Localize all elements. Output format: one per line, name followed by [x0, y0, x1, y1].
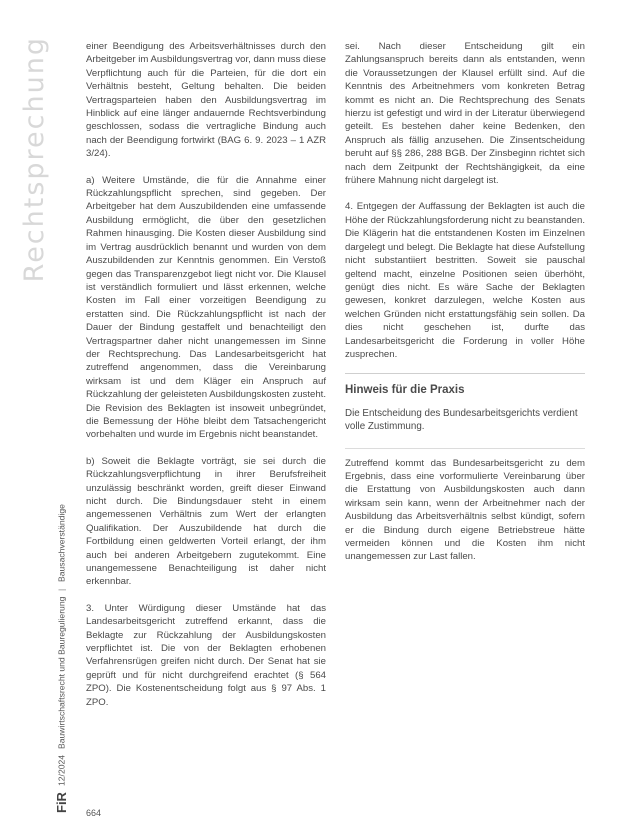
practice-note-text: Zutreffend kommt das Bundesarbeitsgericht zu dem Ergebnis, dass eine vorformulierte Vereinbarung über die Erstattung von Ausbildungskosten auch dann wirksam sein kann, wenn der Arbeitnehmer nach der Ausbildung das Arbeitsverhältnis selbst kündigt, sofern er die Bindung durch eigene Betriebstreue hätte vermeiden können und die Kosten ihm nicht unangemessen zur Last fallen. [345, 448, 585, 564]
journal-issue: 12/2024 [56, 754, 67, 787]
right-paragraph-2: 4. Entgegen der Auffassung der Beklagten ist auch die Höhe der Rückzahlungsforderung nicht zu beanstanden. Die Klägerin hat die entstandenen Kosten im Einzelnen dargelegt und belegt. Die Beklagte hat diese Aufstellung nicht substantiiert bestritten. Soweit sie pauschal geltend macht, einzelne Positionen seien überhöht, genügt dies nicht. Es wäre Sache der Beklagten gewesen, konkret darzulegen, welche Kosten aus welchen Gründen nicht erstattungsfähig sein sollen. Da dies nicht geschehen ist, durfte das Landesarbeitsgericht die Forderung in voller Höhe zusprechen. [345, 201, 586, 360]
left-column [86, 40, 326, 709]
journal-section: Bausachverständige [56, 504, 67, 583]
left-paragraph-1: einer Beendigung des Arbeitsverhältnisses durch den Arbeitgeber im Ausbildungsvertrag vor, dann muss diese Verpflichtung auch für die Parteien, für die dort ein Verhältnis besteht, Geltung behalten. Die beiden Vertragsparteien haben den Ausbildungsvertrag im Hinblick auf eine länger andauernde Rechtsverbindung geschlossen, sodass die vertragliche Bindung auch nach der Beendigung fortwirkt (BAG 6. 9. 2023 – 1 AZR 3/24). [86, 41, 326, 160]
journal-footer-strip [54, 504, 69, 813]
journal-abbreviation: FiR [54, 792, 69, 813]
practice-note [345, 373, 585, 563]
practice-note-title: Hinweis für die Praxis [345, 384, 465, 397]
left-paragraph-2: a) Weitere Umstände, die für die Annahme einer Rückzahlungspflicht sprechen, sind gegeben. Der Arbeitgeber hat dem Auszubildenden eine umfassende Ausbildung ermöglicht, die über den gesetzlichen Rahmen hinausging. Die Kosten dieser Ausbildung sind im Vertrag ausdrücklich benannt und wurden von dem Auszubildenden zur Kenntnis genommen. Ein Verstoß gegen das Transparenzgebot liegt nicht vor. Die Klausel ist verständlich formuliert und lässt erkennen, welche Kosten im Fall einer vorzeitigen Beendigung zu erstatten sind. Die Rückzahlungspflicht ist nach der Dauer der Bindung gestaffelt und benachteiligt den Vertragspartner daher nicht unangemessen im Sinne der Rechtsprechung. Das Landesarbeitsgericht hat zutreffend angenommen, dass die Vereinbarung wirksam ist und dem Kläger ein Anspruch auf Rückzahlung der geleisteten Ausbildungskosten zusteht. Die Revision des Beklagten ist insoweit unbegründet, die Bemessung der Höhe bleibt dem Tatsachengericht vorbehalten und wurde im Ergebnis nicht beanstandet. [86, 174, 326, 441]
page-number: 664 [86, 808, 102, 818]
left-paragraph-4: 3. Unter Würdigung dieser Umstände hat das Landesarbeitsgericht zutreffend erkannt, dass die Beklagte zur Rückzahlung der Ausbildungskosten verpflichtet ist. Die von der Beklagten erhobenen Verfahrensrügen greifen nicht durch. Der Senat hat sie geprüft und für nicht durchgreifend erachtet (§ 564 ZPO). Die Kostenentscheidung folgt aus § 97 Abs. 1 ZPO. [86, 602, 326, 708]
journal-name: Bauwirtschaftsrecht und Bauregulierung [56, 596, 67, 749]
journal-separator: | [56, 588, 67, 591]
right-paragraph-1: sei. Nach dieser Entscheidung gilt ein Zahlungsanspruch bereits dann als entstanden, wenn die Voraussetzungen der Klausel erfüllt sind. Auf die Kenntnis des Arbeitnehmers vom konkreten Betrag kommt es nicht an. Die Rechtsprechung des Senats hierzu ist gefestigt und wird in der Literatur überwiegend geteilt. Es bestehen daher keine Bedenken, den Anspruch als fällig anzusehen. Die Zinsentscheidung beruht auf §§ 286, 288 BGB. Der Zinsbeginn richtet sich nach dem Zeitpunkt der Rechtshängigkeit, da eine frühere Mahnung nicht dargelegt ist. [345, 41, 585, 187]
section-heading-vertical: Rechtsprechung [19, 36, 50, 283]
right-column [345, 40, 585, 564]
left-paragraph-3: b) Soweit die Beklagte vorträgt, sie sei durch die Rückzahlungsverpflichtung in ihrer Berufsfreiheit unzulässig beschränkt worden, greift dieser Einwand nicht durch. Die Bindungsdauer steht in einem angemessenen Verhältnis zum Wert der erlangten Qualifikation. Der Auszubildende hat durch die Fortbildung einen geldwerten Vorteil erlangt, der ihm auch bei anderen Arbeitgebern zugutekommt. Eine unangemessene Benachteiligung ist daher nicht erkennbar. [86, 455, 326, 588]
practice-note-subtitle: Die Entscheidung des Bundesarbeitsgerichts verdient volle Zustimmung. [345, 407, 578, 433]
